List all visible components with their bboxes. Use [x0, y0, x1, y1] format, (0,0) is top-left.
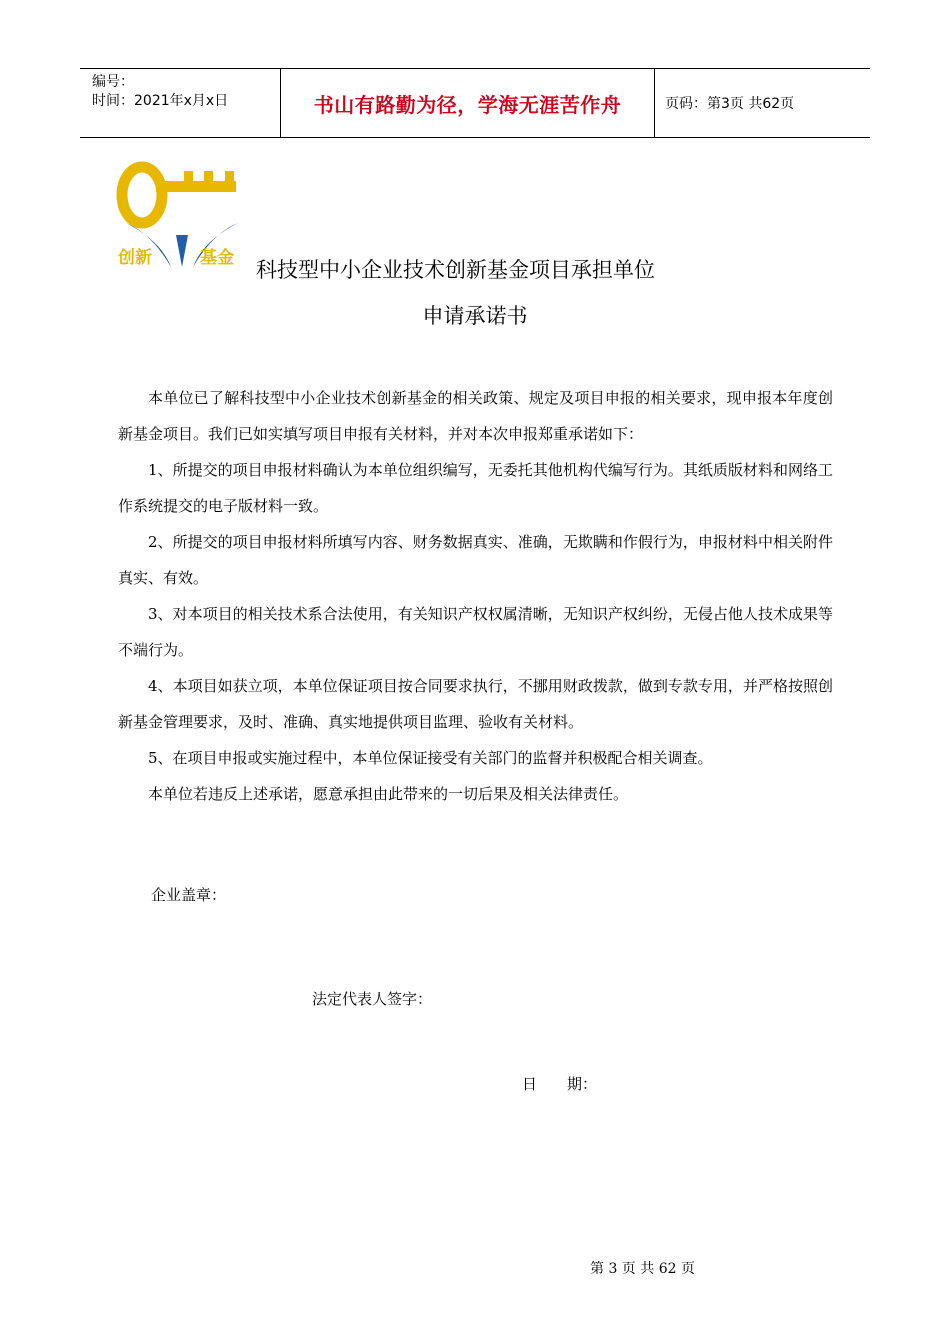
document-date: 时间：2021年x月x日 [92, 93, 229, 109]
innovation-fund-logo [116, 155, 246, 270]
paragraph-item-1: 1、所提交的项目申报材料确认为本单位组织编写，无委托其他机构代编写行为。其纸质版材料和网络工作系统提交的电子版材料一致。 [118, 461, 833, 515]
logo-text-left: 创新 [118, 248, 152, 268]
seal-label: 企业盖章： [151, 886, 227, 904]
document-number-label: 编号： [92, 74, 134, 90]
paragraph-item-2: 2、所提交的项目申报材料所填写内容、财务数据真实、准确，无欺瞒和作假行为，申报材料中相关附件真实、有效。 [118, 533, 833, 587]
representative-signature-label: 法定代表人签字： [312, 990, 433, 1008]
paragraph-item-5: 5、在项目申报或实施过程中，本单位保证接受有关部门的监督并积极配合相关调查。 [148, 749, 713, 767]
header-page-info: 页码：第3页 共62页 [665, 96, 795, 112]
header-left-cell [80, 69, 280, 137]
footer-page-number: 第 3 页 共 62 页 [590, 1261, 695, 1277]
paragraph-intro: 本单位已了解科技型中小企业技术创新基金的相关政策、规定及项目申报的相关要求，现申报本年度创新基金项目。我们已如实填写项目申报有关材料，并对本次申报郑重承诺如下： [118, 389, 833, 443]
paragraph-closing: 本单位若违反上述承诺，愿意承担由此带来的一切后果及相关法律责任。 [148, 785, 629, 803]
document-title-line2: 申请承诺书 [422, 304, 528, 328]
logo-text-right: 基金 [200, 248, 234, 268]
commitment-body [118, 380, 833, 812]
date-label: 日 期： [522, 1075, 598, 1093]
header-motto: 书山有路勤为径，学海无涯苦作舟 [280, 69, 655, 137]
key-icon [122, 167, 236, 223]
paragraph-item-4: 4、本项目如获立项，本单位保证项目按合同要求执行，不挪用财政拨款，做到专款专用，并严格按照创新基金管理要求，及时、准确、真实地提供项目监理、验收有关材料。 [118, 677, 833, 731]
paragraph-item-3: 3、对本项目的相关技术系合法使用，有关知识产权权属清晰，无知识产权纠纷，无侵占他人技术成果等不端行为。 [118, 605, 833, 659]
document-title-line1: 科技型中小企业技术创新基金项目承担单位 [256, 258, 655, 282]
header-table [80, 68, 870, 138]
